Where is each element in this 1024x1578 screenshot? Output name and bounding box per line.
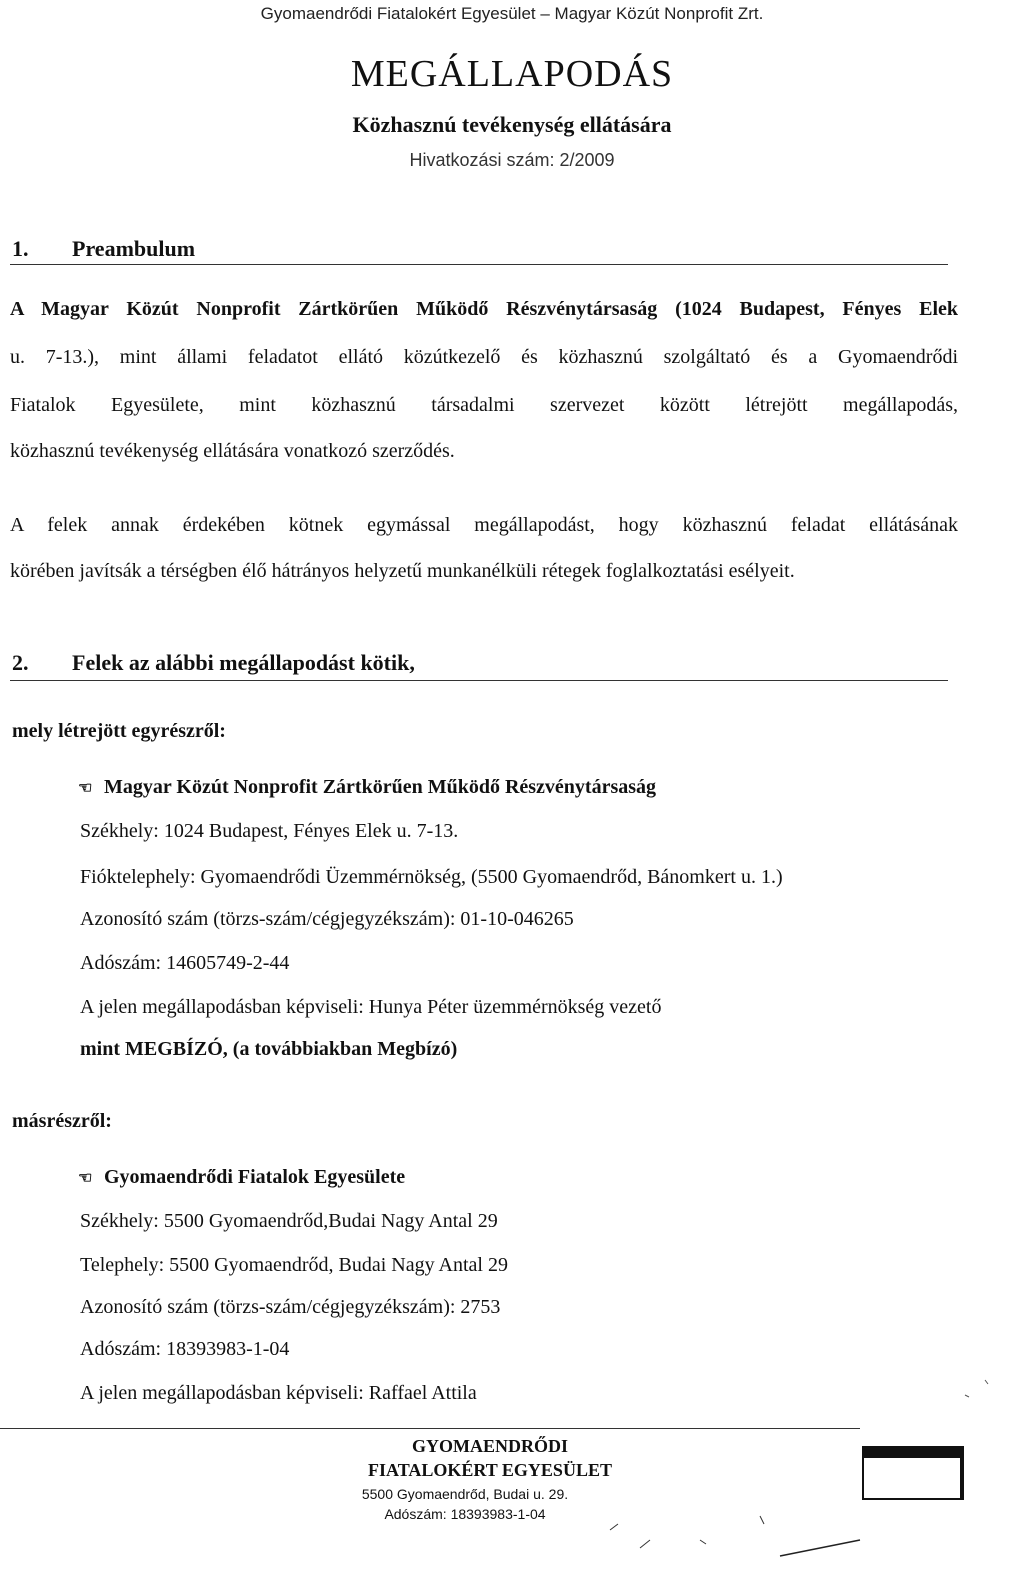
section-1-heading: [12, 236, 195, 262]
section-2-heading: [12, 650, 415, 676]
party-2-site: Telephely: 5500 Gyomaendrőd, Budai Nagy Antal 29: [80, 1254, 508, 1276]
party-1-name-row: [78, 776, 656, 799]
party-2-seat: Székhely: 5500 Gyomaendrőd,Budai Nagy Antal 29: [80, 1210, 498, 1232]
section-1-title: Preambulum: [72, 236, 196, 261]
document-subtitle: Közhasznú tevékenység ellátására: [352, 112, 672, 137]
party-1-seat: Székhely: 1024 Budapest, Fényes Elek u. 7-13.: [80, 820, 459, 842]
section-1-number: 1.: [12, 236, 29, 261]
pointing-hand-icon: ☜: [78, 780, 93, 797]
stamp-line-4: Adószám: 18393983-1-04: [384, 1506, 546, 1522]
section-2-rule: [10, 680, 948, 681]
preamble-line-3: Fiatalok Egyesülete, mint közhasznú társadalmi szervezet között létrejött megállapodás,: [10, 394, 958, 416]
party-1-representative: A jelen megállapodásban képviseli: Hunya Péter üzemmérnökség vezető: [80, 996, 662, 1018]
footer-rule: [0, 1428, 860, 1429]
party-1-role: mint MEGBÍZÓ, (a továbbiakban Megbízó): [80, 1038, 458, 1060]
party-2-name: Gyomaendrődi Fiatalok Egyesülete: [104, 1166, 406, 1188]
party-1-id: Azonosító szám (törzs-szám/cégjegyzékszám): 01-10-046265: [80, 908, 574, 930]
party-1-tax: Adószám: 14605749-2-44: [80, 952, 290, 974]
party-2-intro: másrészről:: [12, 1110, 112, 1132]
purpose-line-2: körében javítsák a térségben élő hátrányos helyzetű munkanélküli rétegek foglalkoztatási esélyeit.: [10, 560, 795, 582]
purpose-line-1: A felek annak érdekében kötnek egymással megállapodást, hogy közhasznú feladat ellátásának: [10, 514, 958, 536]
section-2-number: 2.: [12, 650, 29, 675]
party-2-id: Azonosító szám (törzs-szám/cégjegyzékszám): 2753: [80, 1296, 501, 1318]
page-header: Gyomaendrődi Fiatalokért Egyesület – Magyar Közút Nonprofit Zrt.: [260, 4, 764, 23]
section-1-rule: [10, 264, 948, 265]
party-1-name: Magyar Közút Nonprofit Zártkörűen Működő Részvénytársaság: [104, 776, 657, 798]
preamble-line-4: közhasznú tevékenység ellátására vonatkozó szerződés.: [10, 440, 455, 462]
section-2-title: Felek az alábbi megállapodást kötik,: [72, 650, 415, 675]
stamp-line-2: FIATALOKÉRT EGYESÜLET: [368, 1460, 612, 1480]
reference-number: Hivatkozási szám: 2/2009: [409, 150, 615, 170]
preamble-line-2: u. 7-13.), mint állami feladatot ellátó közútkezelő és közhasznú szolgáltató és a Gyomaendrődi: [10, 346, 958, 368]
pointing-hand-icon: ☜: [78, 1170, 93, 1187]
redaction-box: [862, 1446, 964, 1500]
party-1-intro: mely létrejött egyrészről:: [12, 720, 226, 742]
party-1-branch: Fióktelephely: Gyomaendrődi Üzemmérnökség, (5500 Gyomaendrőd, Bánomkert u. 1.): [80, 866, 783, 888]
stamp-line-3: 5500 Gyomaendrőd, Budai u. 29.: [361, 1486, 569, 1502]
party-2-tax: Adószám: 18393983-1-04: [80, 1338, 290, 1360]
document-title: MEGÁLLAPODÁS: [350, 53, 674, 95]
stamp-line-1: GYOMAENDRŐDI: [412, 1436, 568, 1456]
preamble-line-1: A Magyar Közút Nonprofit Zártkörűen Működő Részvénytársaság (1024 Budapest, Fényes Elek: [10, 298, 958, 320]
party-2-representative: A jelen megállapodásban képviseli: Raffael Attila: [80, 1382, 477, 1404]
party-2-name-row: [78, 1166, 405, 1189]
